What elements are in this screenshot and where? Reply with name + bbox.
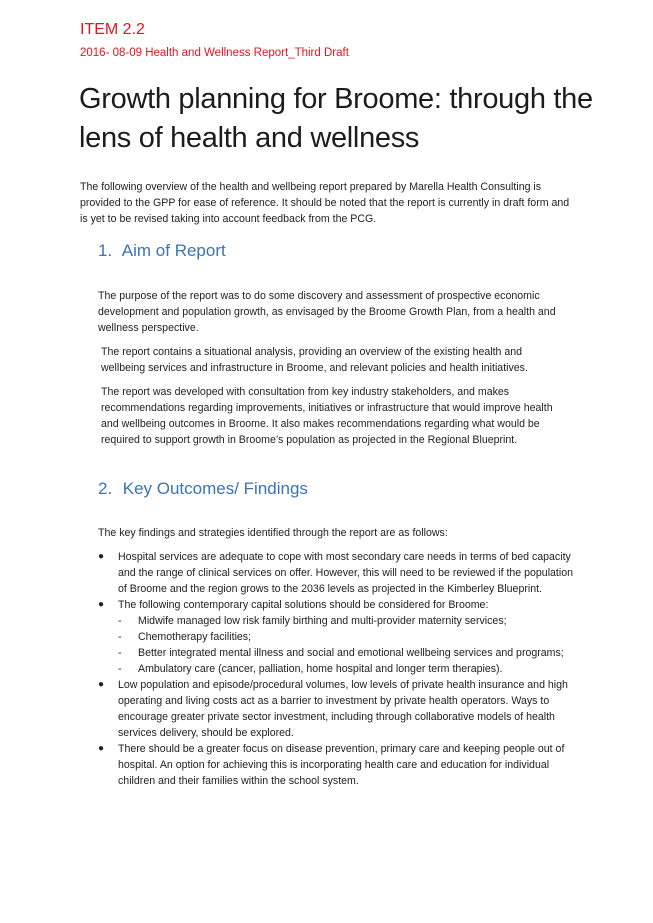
list-item: [98, 677, 573, 741]
dash-icon: -: [118, 663, 122, 675]
item-number: ITEM 2.2: [80, 21, 145, 38]
aim-paragraph-purpose: The purpose of the report was to do some discovery and assessment of prospective economic development and population growth, as envisaged by the Broome Growth Plan, from a health and wellness perspective.: [98, 290, 556, 334]
sub-list-item: [118, 629, 573, 645]
sub-list-item-text: Ambulatory care (cancer, palliation, home hospital and longer term therapies).: [138, 663, 503, 675]
findings-lead: The key findings and strategies identified through the report are as follows:: [98, 527, 448, 539]
sub-list-item-text: Chemotherapy facilities;: [138, 631, 252, 643]
capital-solutions-list: [118, 613, 573, 677]
findings-list: [98, 549, 573, 789]
page-title: Growth planning for Broome: through the lens of health and wellness: [79, 83, 593, 154]
list-item-text: The following contemporary capital solutions should be considered for Broome:: [118, 599, 489, 611]
list-item: [98, 549, 573, 597]
section-heading-text: Key Outcomes/ Findings: [122, 479, 308, 498]
sub-list-item: [118, 613, 573, 629]
aim-paragraph-analysis: The report contains a situational analysis, providing an overview of the existing health and wellbeing services and infrastructure in Broome, and relevant policies and health initiatives.: [101, 346, 528, 374]
list-item: [98, 741, 573, 789]
bullet-icon: ●: [98, 599, 105, 610]
dash-icon: -: [118, 615, 122, 627]
intro-paragraph: The following overview of the health and wellbeing report prepared by Marella Health Consulting is provided to the GPP for ease of reference. It should be noted that the report is currently in draft form and is yet to be revised taking into account feedback from the PCG.: [80, 181, 570, 225]
sub-list-item-text: Midwife managed low risk family birthing and multi-provider maternity services;: [138, 615, 507, 627]
section-number: 1.: [98, 241, 113, 260]
dash-icon: -: [118, 647, 122, 659]
section-number: 2.: [98, 479, 113, 498]
section-heading-findings: [98, 478, 308, 500]
bullet-icon: ●: [98, 551, 105, 562]
bullet-icon: ●: [98, 679, 105, 690]
sub-list-item: [118, 645, 573, 661]
section-heading-aim: [98, 240, 226, 262]
list-item-text: Low population and episode/procedural volumes, low levels of private health insurance and high operating and living costs act as a barrier to investment by private health operators. Ways to encourage greater private sector investment, including through collaborative models of health services delivery, should be explored.: [118, 679, 568, 739]
section-heading-text: Aim of Report: [121, 241, 226, 260]
sub-list-item-text: Better integrated mental illness and social and emotional wellbeing services and programs;: [138, 647, 564, 659]
list-item-text: Hospital services are adequate to cope with most secondary care needs in terms of bed capacity and the range of clinical services on offer. However, this will need to be reviewed if the population of Broome and the region grows to the 2036 levels as projected in the Kimberley Blueprint.: [118, 551, 574, 595]
aim-paragraph-consultation: The report was developed with consultation from key industry stakeholders, and makes recommendations regarding improvements, initiatives or infrastructure that would improve health and wellbeing outcomes in Broome. It also makes recommendations regarding what would be required to support growth in Broome’s population as projected in the Regional Blueprint.: [101, 386, 553, 446]
list-item: [98, 597, 573, 677]
list-item-text: There should be a greater focus on disease prevention, primary care and keeping people out of hospital. An option for achieving this is incorporating health care and education for individual children and their families within the school system.: [118, 743, 565, 787]
dash-icon: -: [118, 631, 122, 643]
bullet-icon: ●: [98, 743, 105, 754]
sub-list-item: [118, 661, 573, 677]
draft-label: 2016- 08-09 Health and Wellness Report_Third Draft: [80, 47, 349, 59]
